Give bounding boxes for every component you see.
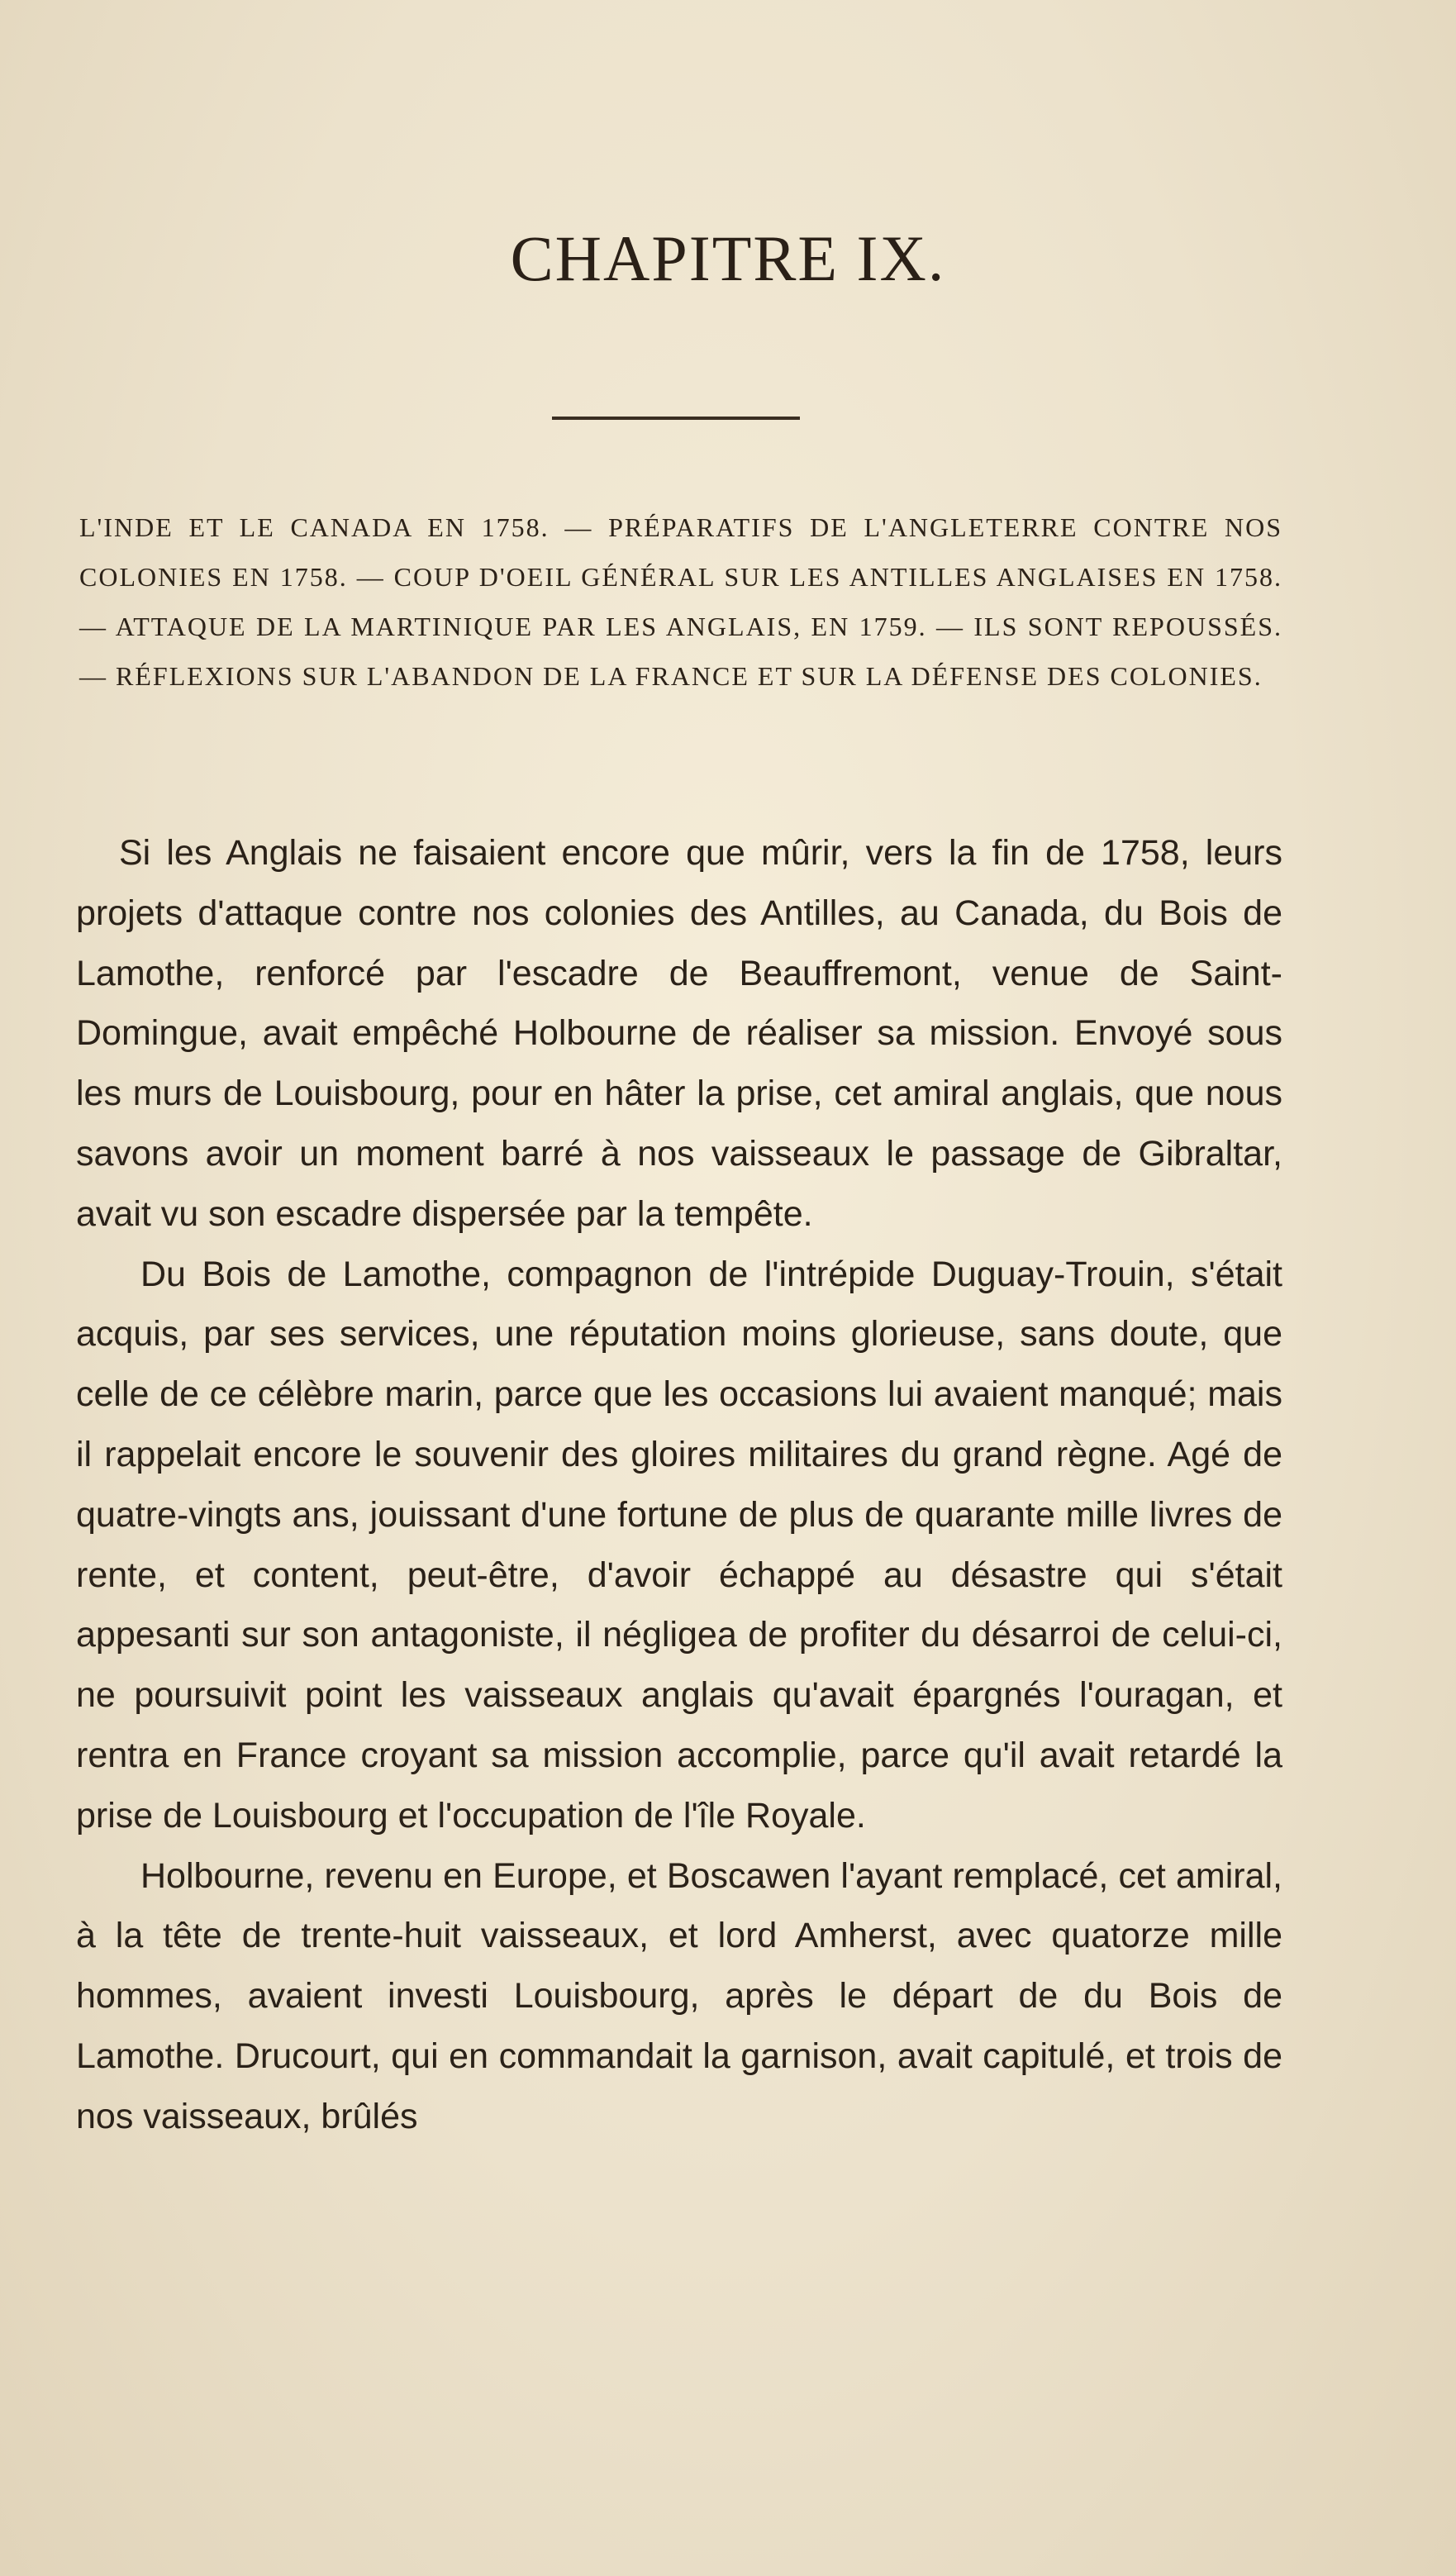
chapter-title: CHAPITRE IX.	[510, 222, 946, 294]
body-text	[76, 823, 1282, 2147]
chapter-summary: L'INDE ET LE CANADA EN 1758. — PRÉPARATIFS DE L'ANGLETERRE CONTRE NOS COLONIES EN 1758. — COUP D'OEIL GÉNÉRAL SUR LES ANTILLES ANGLAISES EN 1758. — ATTAQUE DE LA MARTINIQUE PAR LES ANGLAIS, EN 1759. — ILS SONT REPOUSSÉS. — RÉFLEXIONS SUR L'ABANDON DE LA FRANCE ET SUR LA DÉFENSE DES COLONIES.	[79, 512, 1282, 691]
paragraph-1: Si les Anglais ne faisaient encore que mûrir, vers la fin de 1758, leurs projets d'attaque contre nos colonies des Antilles, au Canada, du Bois de Lamothe, renforcé par l'escadre de Beauffremont, venue de Saint-Domingue, avait empêché Holbourne de réaliser sa mission. Envoyé sous les murs de Louisbourg, pour en hâter la prise, cet amiral anglais, que nous savons avoir un moment barré à nos vaisseaux le passage de Gibraltar, avait vu son escadre dispersée par la tempête.	[76, 833, 1282, 1234]
paragraph-2: Du Bois de Lamothe, compagnon de l'intrépide Duguay-Trouin, s'était acquis, par ses services, une réputation moins glorieuse, sans doute, que celle de ce célèbre marin, parce que les occasions lui avaient manqué; mais il rappelait encore le souvenir des gloires militaires du grand règne. Agé de quatre-vingts ans, jouissant d'une fortune de plus de quarante mille livres de rente, et content, peut-être, d'avoir échappé au désastre qui s'était appesanti sur son antagoniste, il négligea de profiter du désarroi de celui-ci, ne poursuivit point les vaisseaux anglais qu'avait épargnés l'ouragan, et rentra en France croyant sa mission accomplie, parce qu'il avait retardé la prise de Louisbourg et l'occupation de l'île Royale.	[76, 1254, 1282, 1836]
paragraph-3: Holbourne, revenu en Europe, et Boscawen l'ayant remplacé, cet amiral, à la tête de trente-huit vaisseaux, et lord Amherst, avec quatorze mille hommes, avaient investi Louisbourg, après le départ de du Bois de Lamothe. Drucourt, qui en commandait la garnison, avait capitulé, et trois de nos vaisseaux, brûlés	[76, 1855, 1282, 2136]
title-rule	[552, 417, 800, 420]
